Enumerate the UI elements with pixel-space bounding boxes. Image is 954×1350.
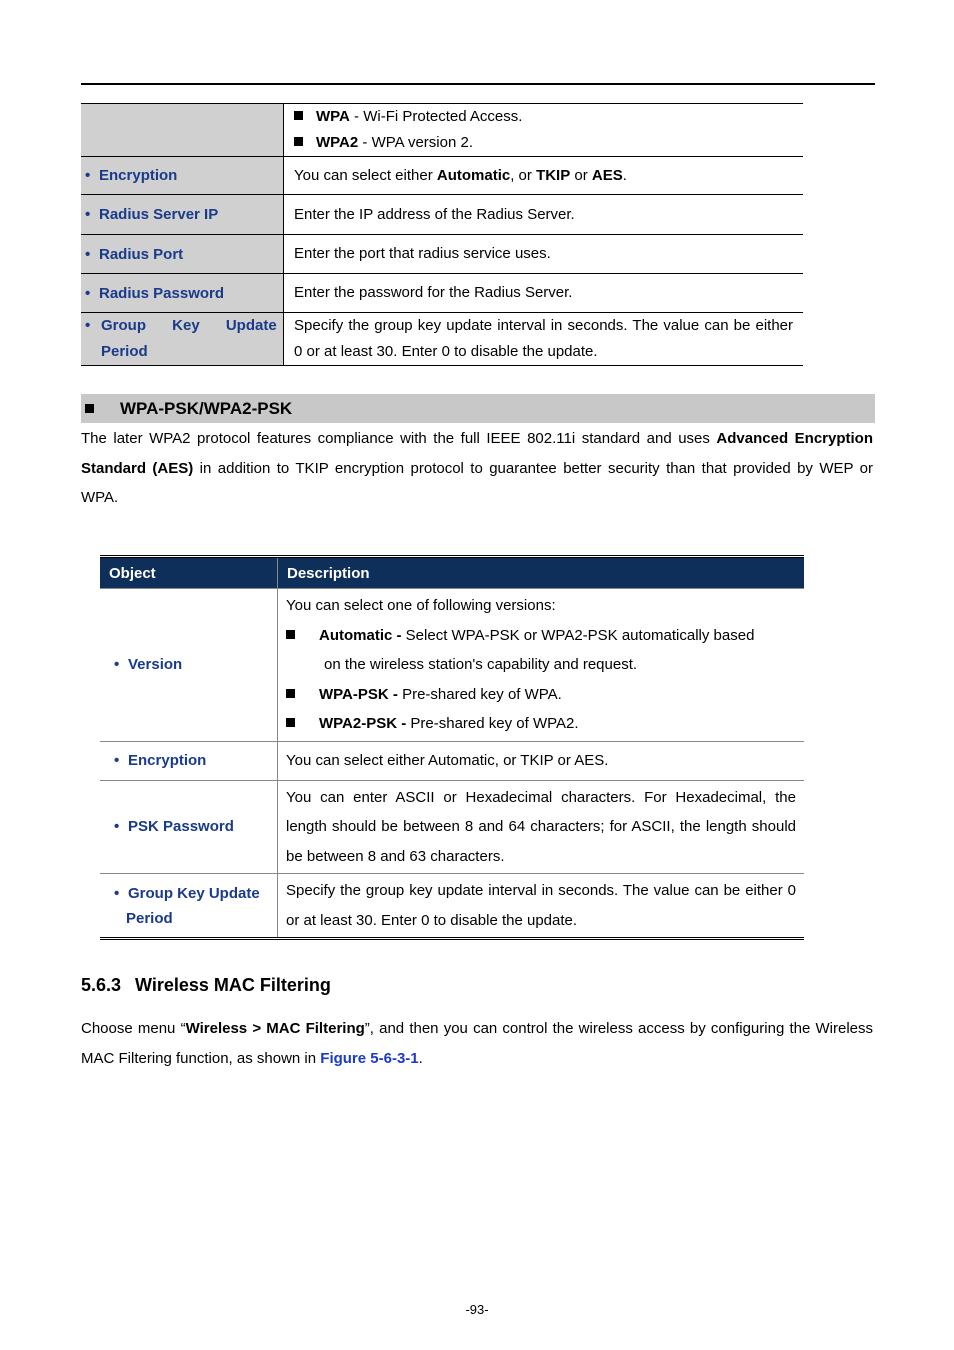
bullet-icon: • [114, 818, 120, 836]
object-label-continued: Period [126, 909, 173, 927]
section-intro: The later WPA2 protocol features compliance with the full IEEE 802.11i standard and uses Advanced Encryption Standard (AES) in addition to TKIP encryption protocol to guarantee better security than that provided by WEP or WPA. [81, 430, 873, 506]
object-label: Group Key Update [128, 884, 260, 902]
figure-link[interactable]: Figure 5-6-3-1 [320, 1049, 419, 1067]
square-bullet-icon [294, 111, 303, 120]
column-header-object: Object [100, 558, 278, 589]
description-cell: Specify the group key update interval in seconds. The value can be either 0 or at least 30. Enter 0 to disable the update. [284, 313, 804, 366]
description-cell: Enter the port that radius service uses. [284, 235, 804, 274]
table-row [81, 313, 803, 366]
bullet-icon: • [114, 656, 120, 674]
table-row [81, 235, 803, 274]
version-options-cell: WPA - Wi-Fi Protected Access. WPA2 - WPA version 2. [284, 104, 804, 157]
description-cell: You can select one of following versions: Automatic - Select WPA-PSK or WPA2-PSK automatically based on the wireless station's capability and request. WPA-PSK - Pre-shared key of WPA. WPA2-PSK - Pre-shared key of WPA2. [278, 589, 805, 742]
object-label: Encryption [99, 167, 178, 184]
table-row [100, 780, 804, 874]
psk-settings-table [100, 555, 804, 940]
object-label: Radius Port [99, 245, 184, 263]
object-label: Group Key Update [101, 317, 277, 334]
section-heading [81, 394, 875, 423]
table-cell-empty [81, 104, 284, 157]
table-row [100, 589, 804, 742]
description-cell: You can select either Automatic, or TKIP or AES. [284, 157, 804, 195]
column-header-description: Description [278, 558, 805, 589]
square-bullet-icon [85, 404, 94, 413]
bullet-icon: • [85, 317, 91, 334]
description-cell: You can select either Automatic, or TKIP or AES. [278, 741, 805, 780]
table-row [100, 874, 804, 938]
table-row [81, 195, 803, 235]
description-cell: Enter the IP address of the Radius Server. [284, 195, 804, 235]
table-row [81, 157, 803, 195]
header-rule [81, 83, 875, 85]
square-bullet-icon [286, 689, 295, 698]
table-row [81, 274, 803, 313]
bullet-icon: • [85, 167, 91, 184]
description-cell: You can enter ASCII or Hexadecimal characters. For Hexadecimal, the length should be between 8 and 64 characters; for ASCII, the length should be between 8 and 63 characters. [278, 780, 805, 874]
description-cell: Specify the group key update interval in seconds. The value can be either 0 or at least 30. Enter 0 to disable the update. [278, 874, 805, 938]
square-bullet-icon [286, 630, 295, 639]
description-cell: Enter the password for the Radius Server. [284, 274, 804, 313]
subsection-heading: 5.6.3 Wireless MAC Filtering [81, 975, 331, 995]
bullet-icon: • [85, 206, 91, 223]
object-label: Encryption [128, 752, 207, 769]
object-label-continued: Period [101, 343, 148, 360]
object-label: Radius Server IP [99, 206, 219, 223]
table-row [100, 741, 804, 780]
object-label: Version [128, 656, 183, 674]
object-label: Radius Password [99, 284, 225, 302]
object-label: PSK Password [128, 818, 234, 836]
square-bullet-icon [286, 718, 295, 727]
bullet-icon: • [85, 245, 91, 263]
square-bullet-icon [294, 137, 303, 146]
radius-settings-table [81, 103, 803, 366]
subsection-paragraph: Choose menu “Wireless > MAC Filtering”, and then you can control the wireless access by configuring the Wireless MAC Filtering function, as shown in Figure 5-6-3-1. [81, 1020, 874, 1067]
bullet-icon: • [85, 284, 91, 302]
section-title: WPA-PSK/WPA2-PSK [120, 399, 293, 418]
bullet-icon: • [114, 752, 120, 769]
bullet-icon: • [114, 884, 120, 902]
page-number: -93- [465, 1302, 489, 1317]
